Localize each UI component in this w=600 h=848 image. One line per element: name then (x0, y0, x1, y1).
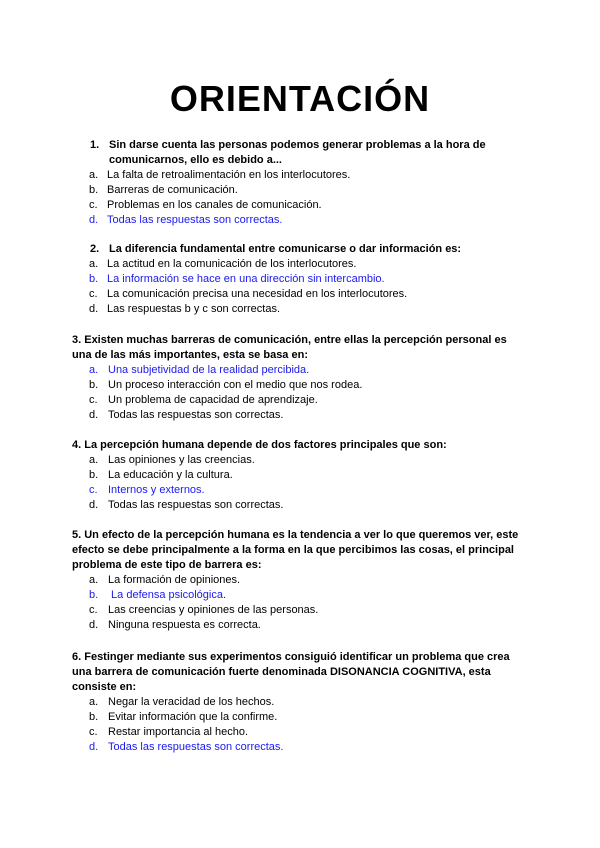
option-a-correct: a. Una subjetividad de la realidad percibida. (89, 364, 310, 376)
option-a: a. Negar la veracidad de los hechos. (89, 696, 275, 708)
question-text: Sin darse cuenta las personas podemos generar problemas a la hora de comunicarnos, ello es debido a... (109, 139, 486, 166)
option-b-correct: b. La información se hace en una dirección sin intercambio. (89, 273, 385, 285)
question-3 (72, 333, 527, 423)
option-b: b. La educación y la cultura. (89, 469, 233, 481)
question-number: 2. (90, 243, 100, 255)
option-d: d. Ninguna respuesta es correcta. (89, 619, 261, 631)
page-title: ORIENTACIÓN (169, 78, 431, 119)
option-d-correct: d. Todas las respuestas son correctas. (89, 741, 284, 753)
option-c: c. Restar importancia al hecho. (89, 726, 249, 738)
option-c: c. La comunicación precisa una necesidad en los interlocutores. (89, 288, 408, 300)
question-6 (72, 650, 527, 755)
option-a: a. Las opiniones y las creencias. (89, 454, 255, 466)
question-text: 4. La percepción humana depende de dos factores principales que son: (72, 439, 447, 451)
option-d-correct: d. Todas las respuestas son correctas. (89, 214, 283, 226)
question-1 (72, 138, 527, 228)
option-b: b. Un proceso interacción con el medio que nos rodea. (89, 379, 363, 391)
option-c: c. Problemas en los canales de comunicación. (89, 199, 322, 211)
option-c-correct: c. Internos y externos. (89, 484, 205, 496)
question-text: 6. Festinger mediante sus experimentos consiguió identificar un problema que crea una barrera de comunicación fuerte denominada DISONANCIA COGNITIVA, esta consiste en: (72, 651, 510, 693)
option-b: b. Evitar información que la confirme. (89, 711, 278, 723)
question-4 (72, 438, 527, 513)
option-c: c. Un problema de capacidad de aprendizaje. (89, 394, 318, 406)
question-number: 1. (90, 139, 100, 151)
question-2 (72, 242, 527, 317)
question-text: La diferencia fundamental entre comunicarse o dar información es: (109, 243, 462, 255)
question-5 (72, 528, 527, 633)
option-a: a. La actitud en la comunicación de los interlocutores. (89, 258, 357, 270)
option-a: a. La falta de retroalimentación en los interlocutores. (89, 169, 351, 181)
question-text: 3. Existen muchas barreras de comunicación, entre ellas la percepción personal es una de las más importantes, esta se basa en: (72, 334, 507, 361)
option-c: c. Las creencias y opiniones de las personas. (89, 604, 319, 616)
option-a: a. La formación de opiniones. (89, 574, 241, 586)
option-d: d. Las respuestas b y c son correctas. (89, 303, 281, 315)
question-text: 5. Un efecto de la percepción humana es la tendencia a ver lo que queremos ver, este efecto se debe principalmente a la forma en la que percibimos las cosas, el principal problema de este tipo de barrera es: (72, 529, 519, 571)
option-d: d. Todas las respuestas son correctas. (89, 499, 284, 511)
option-b-correct: b. La defensa psicológica. (89, 589, 227, 601)
option-d: d. Todas las respuestas son correctas. (89, 409, 284, 421)
option-b: b. Barreras de comunicación. (89, 184, 238, 196)
